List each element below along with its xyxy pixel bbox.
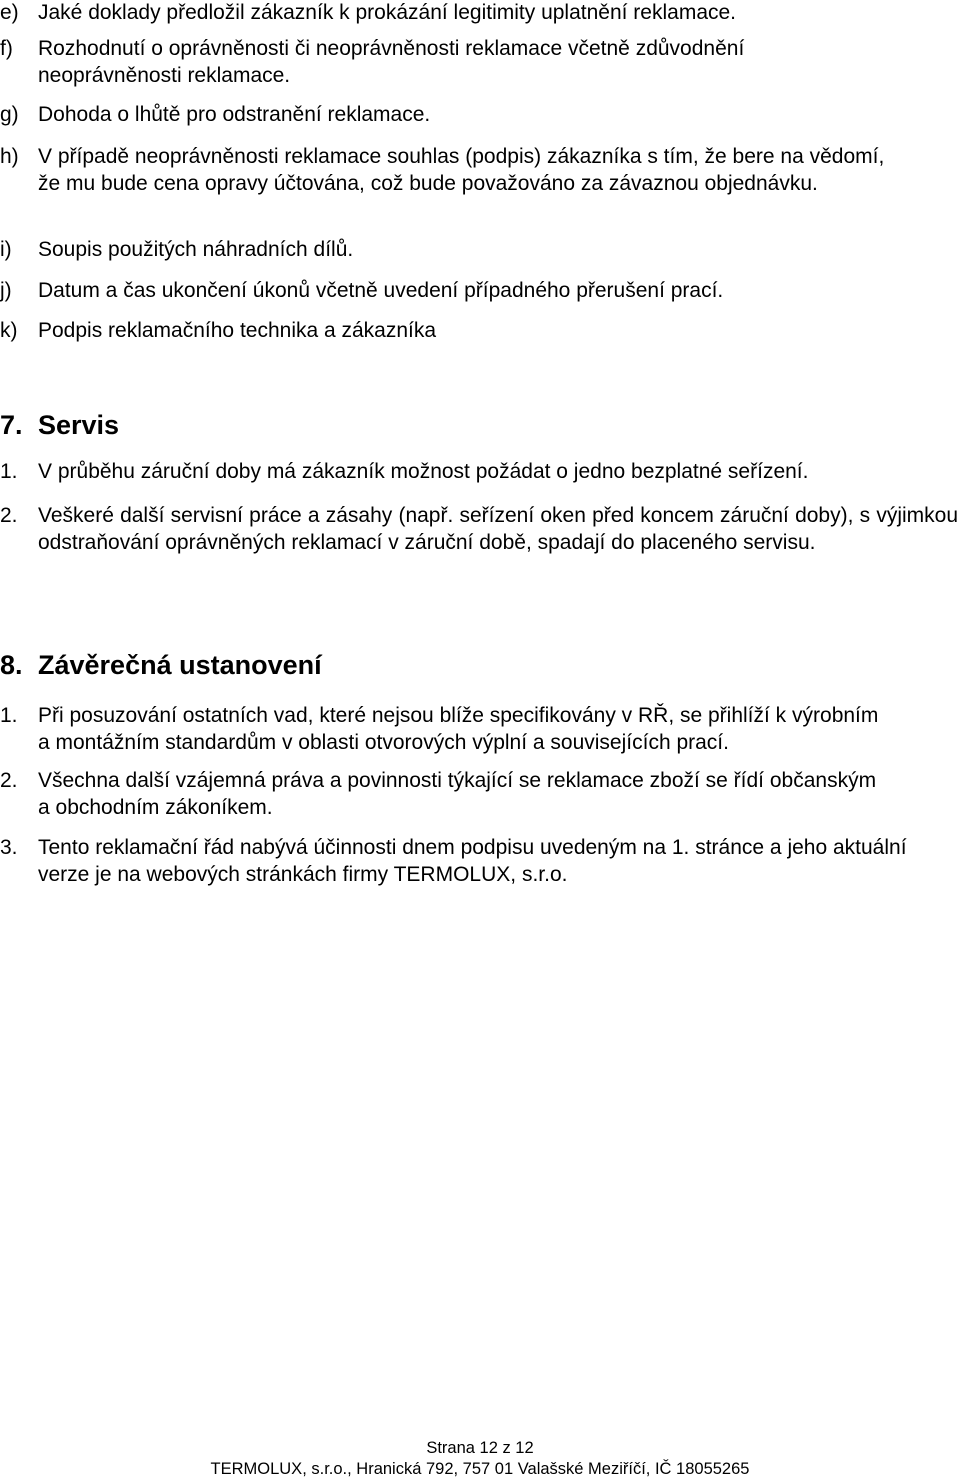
- list-item-text: Rozhodnutí o oprávněnosti či neoprávněnosti reklamace včetně zdůvodnění neoprávněnosti reklamace.: [38, 37, 745, 87]
- section-number: 7.: [0, 410, 23, 440]
- list-item-label: h): [0, 145, 19, 168]
- list-item-text: Veškeré další servisní práce a zásahy (např. seřízení oken před koncem záruční doby), s výjimkou odstraňování oprávněných reklamací v záruční době, spadají do placeného servisu.: [38, 504, 958, 554]
- section-7-item-2: [0, 502, 958, 556]
- list-item-e: [0, 0, 958, 26]
- list-item-label: 1.: [0, 704, 18, 727]
- list-item-label: 3.: [0, 836, 18, 859]
- list-item-text: Všechna další vzájemná práva a povinnosti týkající se reklamace zboží se řídí občanským a obchodním zákoníkem.: [38, 769, 877, 819]
- list-item-label: f): [0, 37, 13, 60]
- list-item-label: g): [0, 103, 19, 126]
- section-7-heading: [0, 409, 119, 441]
- section-7-item-1: [0, 458, 958, 485]
- list-item-text: Tento reklamační řád nabývá účinnosti dnem podpisu uvedeným na 1. stránce a jeho aktuální verze je na webových stránkách firmy TERMOLUX, s.r.o.: [38, 836, 907, 886]
- list-item-i: [0, 236, 958, 263]
- list-item-text: Datum a čas ukončení úkonů včetně uvedení případného přerušení prací.: [38, 279, 724, 302]
- list-item-text: V případě neoprávněnosti reklamace souhlas (podpis) zákazníka s tím, že bere na vědomí, že mu bude cena opravy účtována, což bude považováno za závaznou objednávku.: [38, 145, 885, 195]
- section-title: Závěrečná ustanovení: [38, 650, 322, 680]
- list-item-k: [0, 317, 958, 344]
- list-item-label: 2.: [0, 504, 18, 527]
- list-item-text: Dohoda o lhůtě pro odstranění reklamace.: [38, 103, 431, 126]
- list-item-text: Při posuzování ostatních vad, které nejsou blíže specifikovány v RŘ, se přihlíží k výrobním a montážním standardům v oblasti otvorových výplní a souvisejících prací.: [38, 704, 879, 754]
- list-item-g: [0, 101, 958, 128]
- list-item-text: Soupis použitých náhradních dílů.: [38, 238, 354, 261]
- list-item-text: V průběhu záruční doby má zákazník možnost požádat o jedno bezplatné seřízení.: [38, 460, 809, 483]
- list-item-j: [0, 277, 958, 304]
- list-item-label: e): [0, 1, 19, 24]
- section-8-heading: [0, 649, 322, 681]
- section-title: Servis: [38, 410, 120, 440]
- list-item-label: k): [0, 319, 18, 342]
- section-8-item-2: [0, 767, 958, 821]
- page-number: Strana 12 z 12: [426, 1439, 534, 1457]
- list-item-label: j): [0, 279, 12, 302]
- list-item-h: [0, 143, 958, 197]
- list-item-text: Jaké doklady předložil zákazník k prokázání legitimity uplatnění reklamace.: [38, 1, 737, 24]
- list-item-label: 2.: [0, 769, 18, 792]
- section-number: 8.: [0, 650, 23, 680]
- footer-company-info: TERMOLUX, s.r.o., Hranická 792, 757 01 Valašské Meziříčí, IČ 18055265: [210, 1460, 750, 1478]
- section-8-item-3: [0, 834, 958, 888]
- list-item-label: 1.: [0, 460, 18, 483]
- list-item-label: i): [0, 238, 12, 261]
- list-item-text: Podpis reklamačního technika a zákazníka: [38, 319, 437, 342]
- section-8-item-1: [0, 702, 958, 756]
- list-item-f: [0, 35, 958, 89]
